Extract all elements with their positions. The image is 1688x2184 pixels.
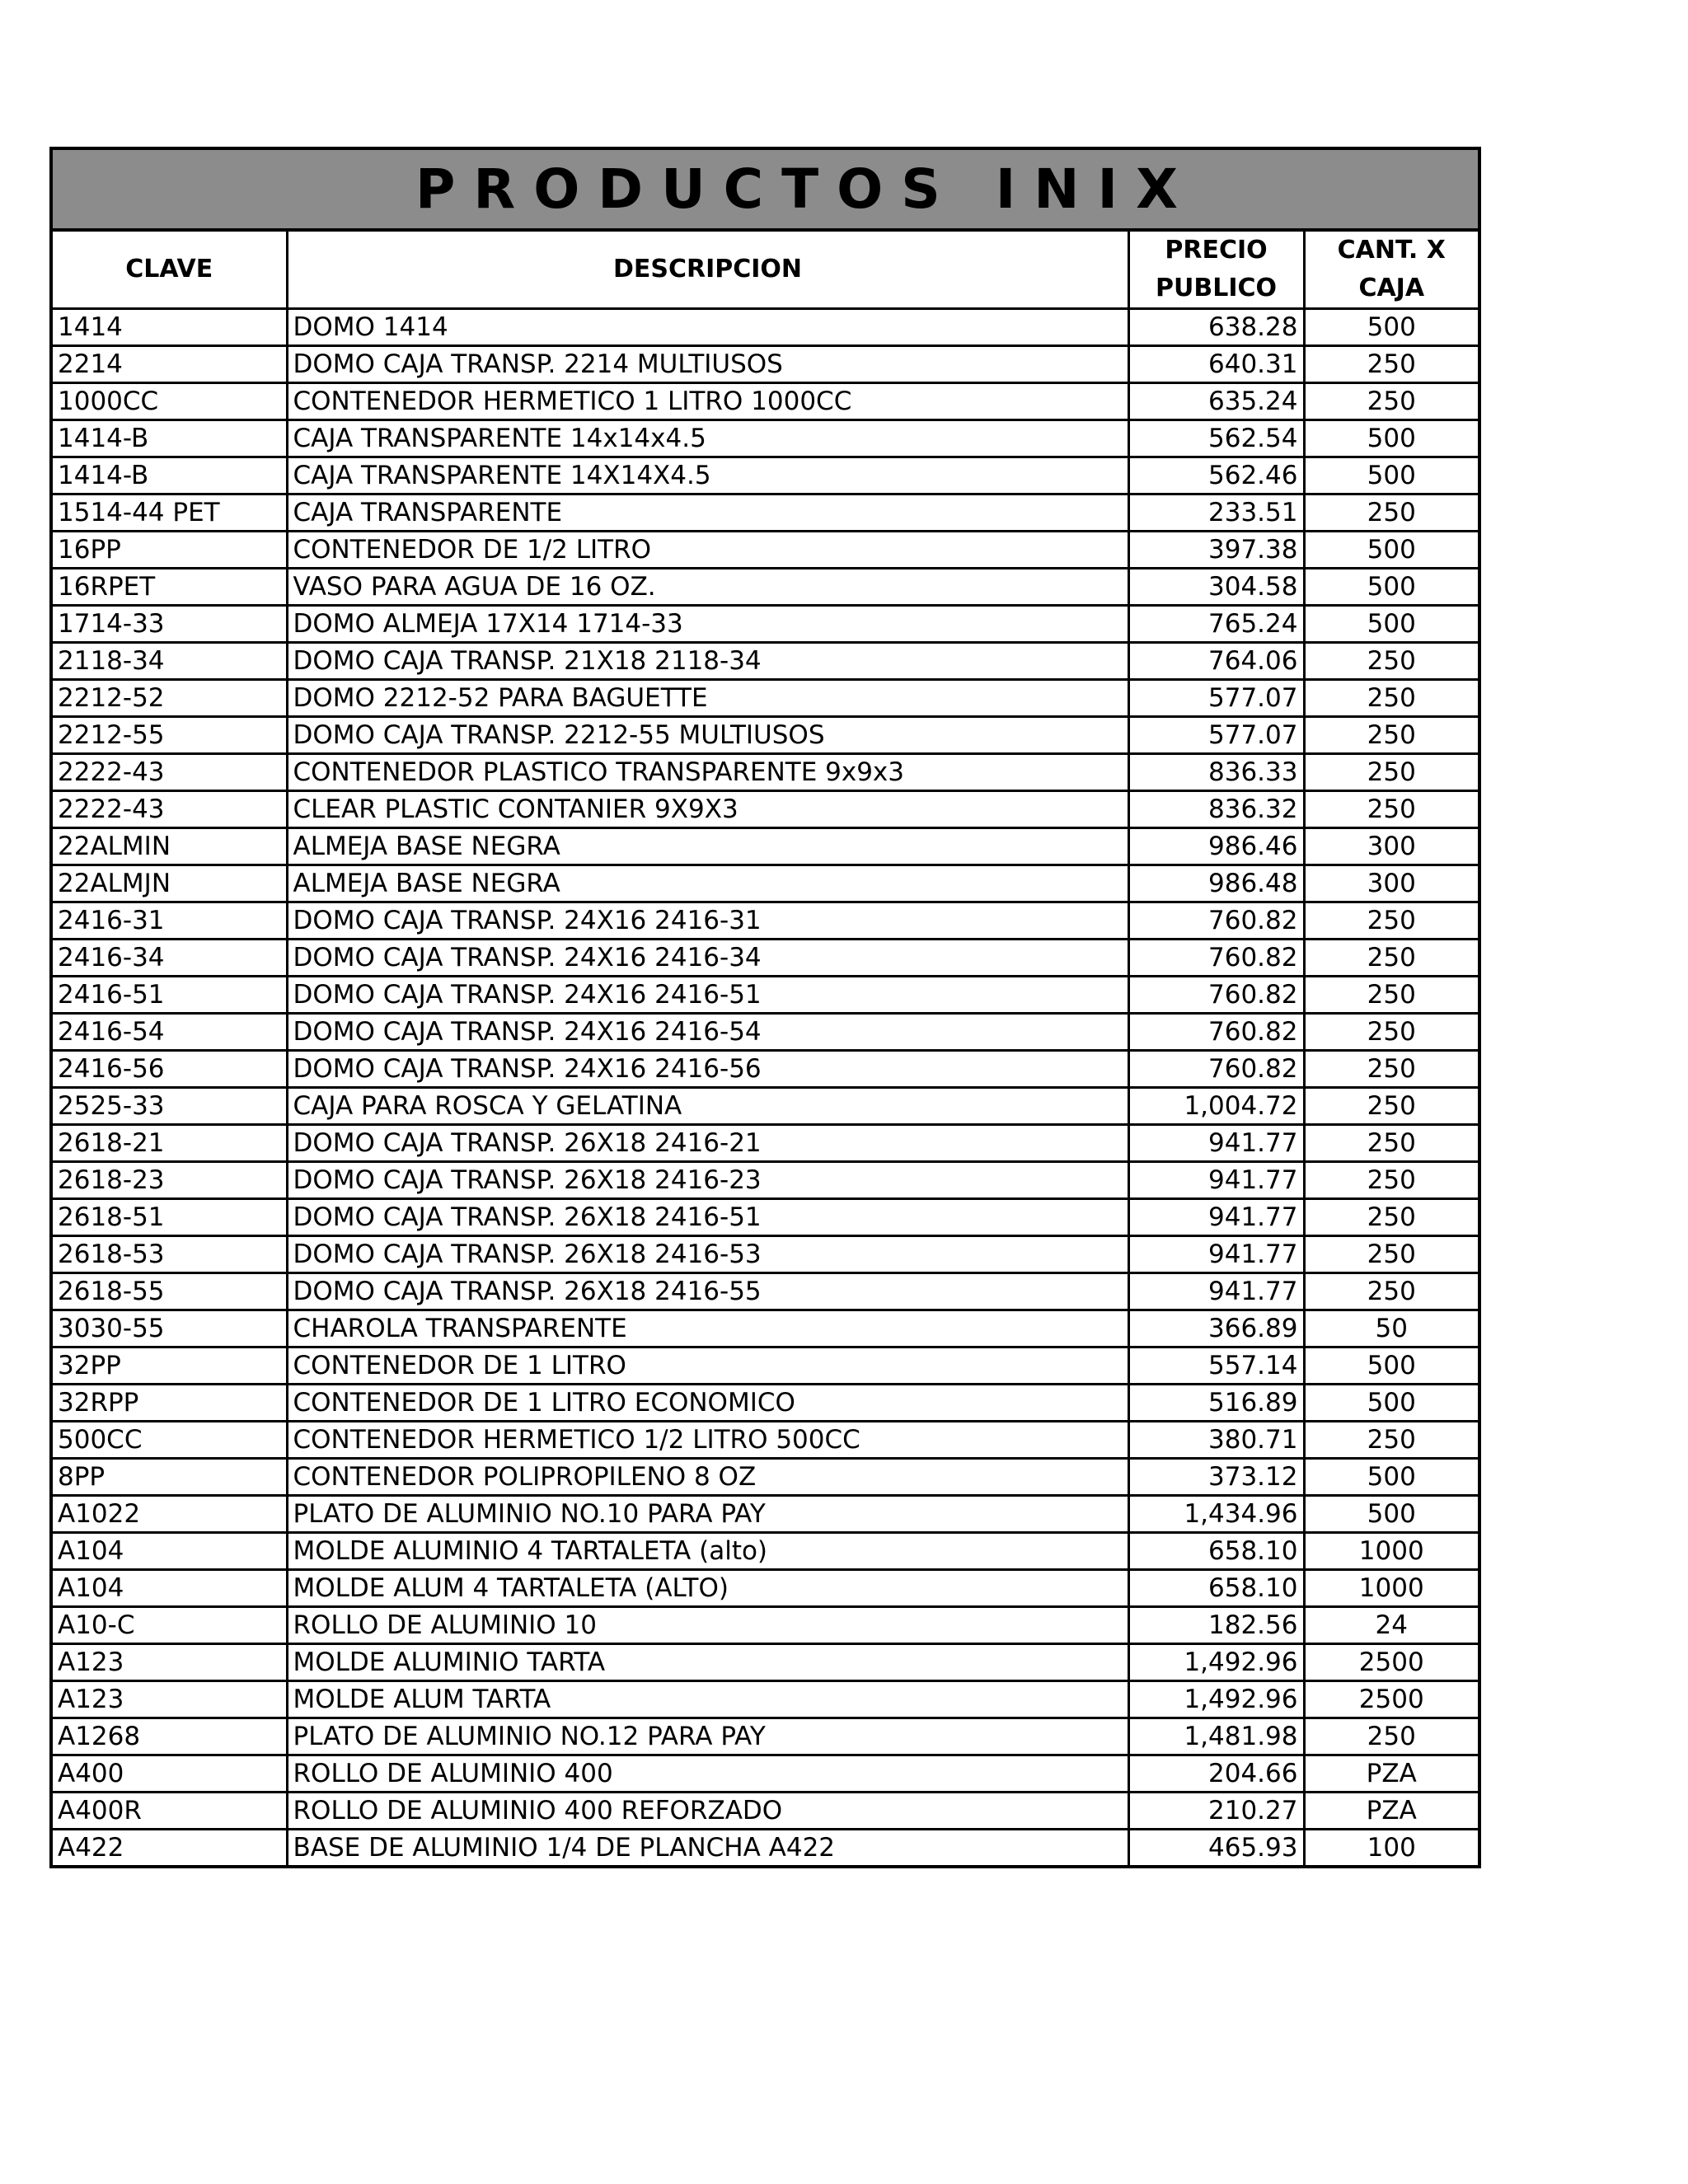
table-row [51, 457, 1479, 494]
cell-descripcion: ROLLO DE ALUMINIO 400 REFORZADO [287, 1793, 1128, 1830]
table-row [51, 1830, 1479, 1868]
cell-descripcion: CONTENEDOR PLASTICO TRANSPARENTE 9x9x3 [287, 754, 1128, 791]
cell-clave: A123 [51, 1644, 287, 1681]
table-row [51, 1607, 1479, 1644]
cell-descripcion: PLATO DE ALUMINIO NO.10 PARA PAY [287, 1496, 1128, 1533]
table-row [51, 1347, 1479, 1385]
cell-precio: 1,434.96 [1128, 1496, 1304, 1533]
cell-precio: 397.38 [1128, 532, 1304, 569]
table-row [51, 1385, 1479, 1422]
cell-descripcion: DOMO CAJA TRANSP. 26X18 2416-55 [287, 1273, 1128, 1310]
table-row [51, 828, 1479, 865]
cell-precio: 640.31 [1128, 346, 1304, 383]
cell-clave: A422 [51, 1830, 287, 1868]
cell-precio: 638.28 [1128, 309, 1304, 346]
table-row [51, 1793, 1479, 1830]
cell-descripcion: PLATO DE ALUMINIO NO.12 PARA PAY [287, 1718, 1128, 1755]
cell-clave: 2222-43 [51, 791, 287, 828]
header-precio-line2: PUBLICO [1155, 274, 1277, 302]
cell-clave: 1000CC [51, 383, 287, 420]
table-row [51, 1718, 1479, 1755]
cell-descripcion: MOLDE ALUM 4 TARTALETA (ALTO) [287, 1570, 1128, 1607]
cell-cantidad: 250 [1304, 1014, 1479, 1051]
cell-descripcion: DOMO CAJA TRANSP. 26X18 2416-53 [287, 1236, 1128, 1273]
table-row [51, 494, 1479, 532]
header-descripcion: DESCRIPCION [287, 230, 1128, 309]
cell-cantidad: 250 [1304, 791, 1479, 828]
cell-descripcion: CONTENEDOR DE 1 LITRO ECONOMICO [287, 1385, 1128, 1422]
cell-precio: 764.06 [1128, 643, 1304, 680]
cell-cantidad: 250 [1304, 717, 1479, 754]
cell-precio: 836.32 [1128, 791, 1304, 828]
table-row [51, 420, 1479, 457]
cell-clave: 2416-31 [51, 902, 287, 940]
cell-cantidad: 250 [1304, 1162, 1479, 1199]
cell-descripcion: DOMO CAJA TRANSP. 2214 MULTIUSOS [287, 346, 1128, 383]
cell-clave: 1414-B [51, 420, 287, 457]
cell-cantidad: 500 [1304, 569, 1479, 606]
cell-precio: 986.48 [1128, 865, 1304, 902]
cell-descripcion: DOMO CAJA TRANSP. 24X16 2416-34 [287, 940, 1128, 977]
cell-descripcion: MOLDE ALUM TARTA [287, 1681, 1128, 1718]
cell-cantidad: 250 [1304, 977, 1479, 1014]
cell-cantidad: 250 [1304, 1236, 1479, 1273]
cell-clave: 2618-23 [51, 1162, 287, 1199]
cell-precio: 366.89 [1128, 1310, 1304, 1347]
cell-precio: 760.82 [1128, 902, 1304, 940]
cell-clave: 1414-B [51, 457, 287, 494]
cell-cantidad: 250 [1304, 940, 1479, 977]
table-row [51, 606, 1479, 643]
table-row [51, 977, 1479, 1014]
cell-cantidad: 300 [1304, 828, 1479, 865]
cell-precio: 836.33 [1128, 754, 1304, 791]
table-row [51, 1273, 1479, 1310]
cell-clave: 2618-55 [51, 1273, 287, 1310]
cell-clave: A104 [51, 1533, 287, 1570]
cell-cantidad: 1000 [1304, 1570, 1479, 1607]
cell-cantidad: 250 [1304, 754, 1479, 791]
cell-descripcion: MOLDE ALUMINIO TARTA [287, 1644, 1128, 1681]
cell-precio: 760.82 [1128, 977, 1304, 1014]
cell-cantidad: 250 [1304, 494, 1479, 532]
table-row [51, 1496, 1479, 1533]
cell-clave: 500CC [51, 1422, 287, 1459]
cell-cantidad: 250 [1304, 643, 1479, 680]
header-precio-publico [1128, 230, 1304, 309]
table-row [51, 346, 1479, 383]
cell-clave: 1714-33 [51, 606, 287, 643]
cell-clave: 8PP [51, 1459, 287, 1496]
table-row [51, 791, 1479, 828]
cell-precio: 304.58 [1128, 569, 1304, 606]
cell-cantidad: 250 [1304, 1199, 1479, 1236]
cell-precio: 557.14 [1128, 1347, 1304, 1385]
cell-cantidad: 500 [1304, 1347, 1479, 1385]
table-row [51, 1014, 1479, 1051]
cell-clave: 2416-51 [51, 977, 287, 1014]
cell-clave: A104 [51, 1570, 287, 1607]
cell-descripcion: CAJA PARA ROSCA Y GELATINA [287, 1088, 1128, 1125]
cell-cantidad: 250 [1304, 346, 1479, 383]
cell-descripcion: CONTENEDOR HERMETICO 1 LITRO 1000CC [287, 383, 1128, 420]
table-row [51, 1570, 1479, 1607]
cell-precio: 658.10 [1128, 1533, 1304, 1570]
cell-cantidad: 250 [1304, 1125, 1479, 1162]
cell-cantidad: 500 [1304, 457, 1479, 494]
table-row [51, 1088, 1479, 1125]
cell-cantidad: 500 [1304, 1459, 1479, 1496]
cell-precio: 204.66 [1128, 1755, 1304, 1793]
table-row [51, 1236, 1479, 1273]
cell-descripcion: CAJA TRANSPARENTE [287, 494, 1128, 532]
cell-clave: 16RPET [51, 569, 287, 606]
cell-descripcion: CLEAR PLASTIC CONTANIER 9X9X3 [287, 791, 1128, 828]
cell-precio: 380.71 [1128, 1422, 1304, 1459]
cell-precio: 465.93 [1128, 1830, 1304, 1868]
cell-descripcion: ROLLO DE ALUMINIO 10 [287, 1607, 1128, 1644]
table-row [51, 1199, 1479, 1236]
price-list-sheet [49, 147, 1478, 1868]
cell-clave: 2212-55 [51, 717, 287, 754]
cell-clave: 2212-52 [51, 680, 287, 717]
table-row [51, 1162, 1479, 1199]
cell-descripcion: DOMO ALMEJA 17X14 1714-33 [287, 606, 1128, 643]
cell-descripcion: BASE DE ALUMINIO 1/4 DE PLANCHA A422 [287, 1830, 1128, 1868]
cell-precio: 373.12 [1128, 1459, 1304, 1496]
cell-clave: 2618-53 [51, 1236, 287, 1273]
cell-descripcion: CAJA TRANSPARENTE 14X14X4.5 [287, 457, 1128, 494]
cell-clave: 2416-56 [51, 1051, 287, 1088]
cell-clave: 1414 [51, 309, 287, 346]
cell-precio: 760.82 [1128, 1051, 1304, 1088]
cell-cantidad: PZA [1304, 1793, 1479, 1830]
cell-cantidad: 250 [1304, 383, 1479, 420]
cell-precio: 941.77 [1128, 1236, 1304, 1273]
cell-cantidad: 500 [1304, 309, 1479, 346]
cell-clave: A123 [51, 1681, 287, 1718]
cell-precio: 635.24 [1128, 383, 1304, 420]
cell-clave: 2416-54 [51, 1014, 287, 1051]
cell-descripcion: CHAROLA TRANSPARENTE [287, 1310, 1128, 1347]
table-row [51, 680, 1479, 717]
cell-clave: 22ALMJN [51, 865, 287, 902]
cell-descripcion: ALMEJA BASE NEGRA [287, 828, 1128, 865]
cell-precio: 986.46 [1128, 828, 1304, 865]
cell-descripcion: CONTENEDOR DE 1/2 LITRO [287, 532, 1128, 569]
table-row [51, 532, 1479, 569]
cell-precio: 577.07 [1128, 717, 1304, 754]
cell-precio: 765.24 [1128, 606, 1304, 643]
cell-precio: 1,004.72 [1128, 1088, 1304, 1125]
cell-precio: 562.46 [1128, 457, 1304, 494]
cell-precio: 1,492.96 [1128, 1681, 1304, 1718]
header-clave: CLAVE [51, 230, 287, 309]
table-row [51, 643, 1479, 680]
table-row [51, 1422, 1479, 1459]
cell-cantidad: 250 [1304, 902, 1479, 940]
table-row [51, 383, 1479, 420]
cell-descripcion: ROLLO DE ALUMINIO 400 [287, 1755, 1128, 1793]
table-row [51, 1459, 1479, 1496]
cell-cantidad: 250 [1304, 1051, 1479, 1088]
cell-clave: 2618-51 [51, 1199, 287, 1236]
cell-clave: 32RPP [51, 1385, 287, 1422]
cell-precio: 210.27 [1128, 1793, 1304, 1830]
cell-descripcion: DOMO CAJA TRANSP. 26X18 2416-21 [287, 1125, 1128, 1162]
cell-descripcion: DOMO 1414 [287, 309, 1128, 346]
cell-precio: 941.77 [1128, 1199, 1304, 1236]
cell-descripcion: DOMO CAJA TRANSP. 24X16 2416-51 [287, 977, 1128, 1014]
table-row [51, 1310, 1479, 1347]
cell-cantidad: 500 [1304, 532, 1479, 569]
cell-clave: A400R [51, 1793, 287, 1830]
table-row [51, 1051, 1479, 1088]
cell-clave: A1022 [51, 1496, 287, 1533]
cell-cantidad: 500 [1304, 1385, 1479, 1422]
cell-clave: 32PP [51, 1347, 287, 1385]
cell-precio: 941.77 [1128, 1125, 1304, 1162]
cell-precio: 760.82 [1128, 1014, 1304, 1051]
cell-clave: A400 [51, 1755, 287, 1793]
cell-cantidad: 500 [1304, 420, 1479, 457]
header-precio-line1: PRECIO [1165, 236, 1268, 265]
cell-descripcion: DOMO 2212-52 PARA BAGUETTE [287, 680, 1128, 717]
cell-descripcion: DOMO CAJA TRANSP. 21X18 2118-34 [287, 643, 1128, 680]
cell-precio: 658.10 [1128, 1570, 1304, 1607]
table-row [51, 1644, 1479, 1681]
table-row [51, 569, 1479, 606]
cell-clave: A1268 [51, 1718, 287, 1755]
cell-precio: 182.56 [1128, 1607, 1304, 1644]
header-cant-line2: CAJA [1358, 274, 1425, 302]
cell-cantidad: 2500 [1304, 1644, 1479, 1681]
cell-precio: 941.77 [1128, 1162, 1304, 1199]
cell-cantidad: 24 [1304, 1607, 1479, 1644]
cell-cantidad: 300 [1304, 865, 1479, 902]
cell-cantidad: 250 [1304, 1718, 1479, 1755]
cell-precio: 1,481.98 [1128, 1718, 1304, 1755]
header-cant-line1: CANT. X [1337, 236, 1446, 265]
table-row [51, 754, 1479, 791]
cell-descripcion: DOMO CAJA TRANSP. 24X16 2416-56 [287, 1051, 1128, 1088]
table-row [51, 309, 1479, 346]
cell-descripcion: CONTENEDOR POLIPROPILENO 8 OZ [287, 1459, 1128, 1496]
cell-cantidad: 1000 [1304, 1533, 1479, 1570]
cell-clave: 1514-44 PET [51, 494, 287, 532]
cell-cantidad: 250 [1304, 1422, 1479, 1459]
cell-clave: 2416-34 [51, 940, 287, 977]
cell-precio: 233.51 [1128, 494, 1304, 532]
table-row [51, 902, 1479, 940]
table-row [51, 1125, 1479, 1162]
cell-clave: 2618-21 [51, 1125, 287, 1162]
cell-descripcion: CONTENEDOR HERMETICO 1/2 LITRO 500CC [287, 1422, 1128, 1459]
cell-precio: 760.82 [1128, 940, 1304, 977]
header-cant-x-caja [1304, 230, 1479, 309]
products-table [49, 147, 1481, 1868]
table-row [51, 1755, 1479, 1793]
cell-clave: A10-C [51, 1607, 287, 1644]
table-row [51, 865, 1479, 902]
cell-precio: 577.07 [1128, 680, 1304, 717]
cell-cantidad: 250 [1304, 1088, 1479, 1125]
cell-cantidad: 250 [1304, 680, 1479, 717]
cell-clave: 2118-34 [51, 643, 287, 680]
cell-descripcion: DOMO CAJA TRANSP. 26X18 2416-51 [287, 1199, 1128, 1236]
cell-clave: 16PP [51, 532, 287, 569]
cell-descripcion: CAJA TRANSPARENTE 14x14x4.5 [287, 420, 1128, 457]
cell-descripcion: DOMO CAJA TRANSP. 26X18 2416-23 [287, 1162, 1128, 1199]
cell-precio: 1,492.96 [1128, 1644, 1304, 1681]
cell-precio: 941.77 [1128, 1273, 1304, 1310]
table-row [51, 940, 1479, 977]
cell-cantidad: 500 [1304, 606, 1479, 643]
cell-descripcion: ALMEJA BASE NEGRA [287, 865, 1128, 902]
cell-cantidad: PZA [1304, 1755, 1479, 1793]
cell-clave: 2525-33 [51, 1088, 287, 1125]
cell-clave: 22ALMIN [51, 828, 287, 865]
cell-cantidad: 500 [1304, 1496, 1479, 1533]
cell-descripcion: CONTENEDOR DE 1 LITRO [287, 1347, 1128, 1385]
cell-cantidad: 250 [1304, 1273, 1479, 1310]
cell-clave: 2214 [51, 346, 287, 383]
table-row [51, 717, 1479, 754]
cell-clave: 2222-43 [51, 754, 287, 791]
cell-clave: 3030-55 [51, 1310, 287, 1347]
table-title: PRODUCTOS INIX [51, 148, 1479, 230]
cell-descripcion: MOLDE ALUMINIO 4 TARTALETA (alto) [287, 1533, 1128, 1570]
cell-precio: 516.89 [1128, 1385, 1304, 1422]
cell-descripcion: DOMO CAJA TRANSP. 2212-55 MULTIUSOS [287, 717, 1128, 754]
table-body [51, 309, 1479, 1868]
cell-descripcion: DOMO CAJA TRANSP. 24X16 2416-31 [287, 902, 1128, 940]
cell-cantidad: 100 [1304, 1830, 1479, 1868]
table-row [51, 1681, 1479, 1718]
cell-descripcion: VASO PARA AGUA DE 16 OZ. [287, 569, 1128, 606]
cell-descripcion: DOMO CAJA TRANSP. 24X16 2416-54 [287, 1014, 1128, 1051]
cell-precio: 562.54 [1128, 420, 1304, 457]
cell-cantidad: 2500 [1304, 1681, 1479, 1718]
table-row [51, 1533, 1479, 1570]
cell-cantidad: 50 [1304, 1310, 1479, 1347]
